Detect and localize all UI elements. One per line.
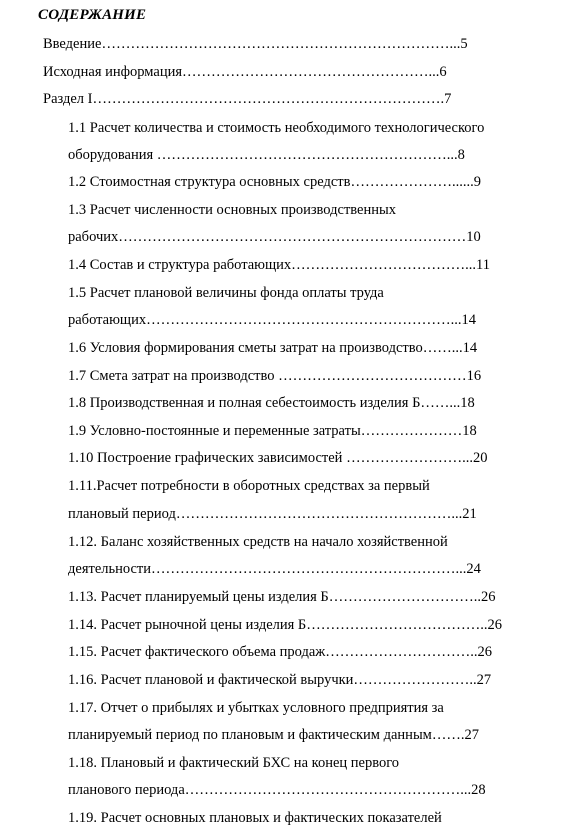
toc-line-1-3b: рабочих………………………………………………………………10 <box>68 229 481 245</box>
toc-line-1-13: 1.13. Расчет планируемый цены изделия Б…………………………..26 <box>68 589 496 605</box>
toc-line-1-4: 1.4 Состав и структура работающих………………………………...11 <box>68 257 491 273</box>
toc-line-source-info: Исходная информация……………………………………………...6 <box>43 64 447 80</box>
toc-line-1-1a: 1.1 Расчет количества и стоимость необходимого технологического <box>68 120 485 136</box>
toc-line-1-18a: 1.18. Плановый и фактический БХС на конец первого <box>68 755 400 771</box>
toc-line-1-12a: 1.12. Баланс хозяйственных средств на начало хозяйственной <box>68 534 448 550</box>
toc-line-1-15: 1.15. Расчет фактического объема продаж…………………………..26 <box>68 644 493 660</box>
toc-line-1-12b: деятельности………………………………………………………...24 <box>68 561 481 577</box>
toc-line-1-17a: 1.17. Отчет о прибылях и убытках условного предприятия за <box>68 700 444 716</box>
toc-line-1-1b: оборудования ……………………………………………………...8 <box>68 147 465 163</box>
toc-line-1-14: 1.14. Расчет рыночной цены изделия Б………………………………..26 <box>68 617 503 633</box>
toc-line-section-1: Раздел I……………………………………………………………….7 <box>43 91 452 107</box>
toc-line-1-8: 1.8 Производственная и полная себестоимость изделия Б……...18 <box>68 395 475 411</box>
toc-line-introduction: Введение………………………………………………………………...5 <box>43 36 468 52</box>
toc-line-1-2: 1.2 Стоимостная структура основных средств…………………......9 <box>68 174 481 190</box>
toc-line-1-5a: 1.5 Расчет плановой величины фонда оплаты труда <box>68 285 384 301</box>
toc-title: СОДЕРЖАНИЕ <box>38 7 147 23</box>
toc-line-1-18b: планового периода…………………………………………………...28 <box>68 782 486 798</box>
toc-line-1-9: 1.9 Условно-постоянные и переменные затраты…………………18 <box>68 423 477 439</box>
toc-line-1-16: 1.16. Расчет плановой и фактической выручки……………………..27 <box>68 672 492 688</box>
toc-line-1-17b: планируемый период по плановым и фактическим данным…….27 <box>68 727 479 743</box>
toc-line-1-11b: плановый период…………………………………………………...21 <box>68 506 477 522</box>
toc-line-1-5b: работающих………………………………………………………...14 <box>68 312 476 328</box>
toc-line-1-11a: 1.11.Расчет потребности в оборотных средствах за первый <box>68 478 430 494</box>
toc-line-1-10: 1.10 Построение графических зависимостей ……………………...20 <box>68 450 488 466</box>
toc-line-1-19: 1.19. Расчет основных плановых и фактических показателей <box>68 810 442 826</box>
toc-line-1-7: 1.7 Смета затрат на производство …………………………………16 <box>68 368 482 384</box>
toc-line-1-3a: 1.3 Расчет численности основных производственных <box>68 202 396 218</box>
toc-line-1-6: 1.6 Условия формирования сметы затрат на производство……...14 <box>68 340 478 356</box>
